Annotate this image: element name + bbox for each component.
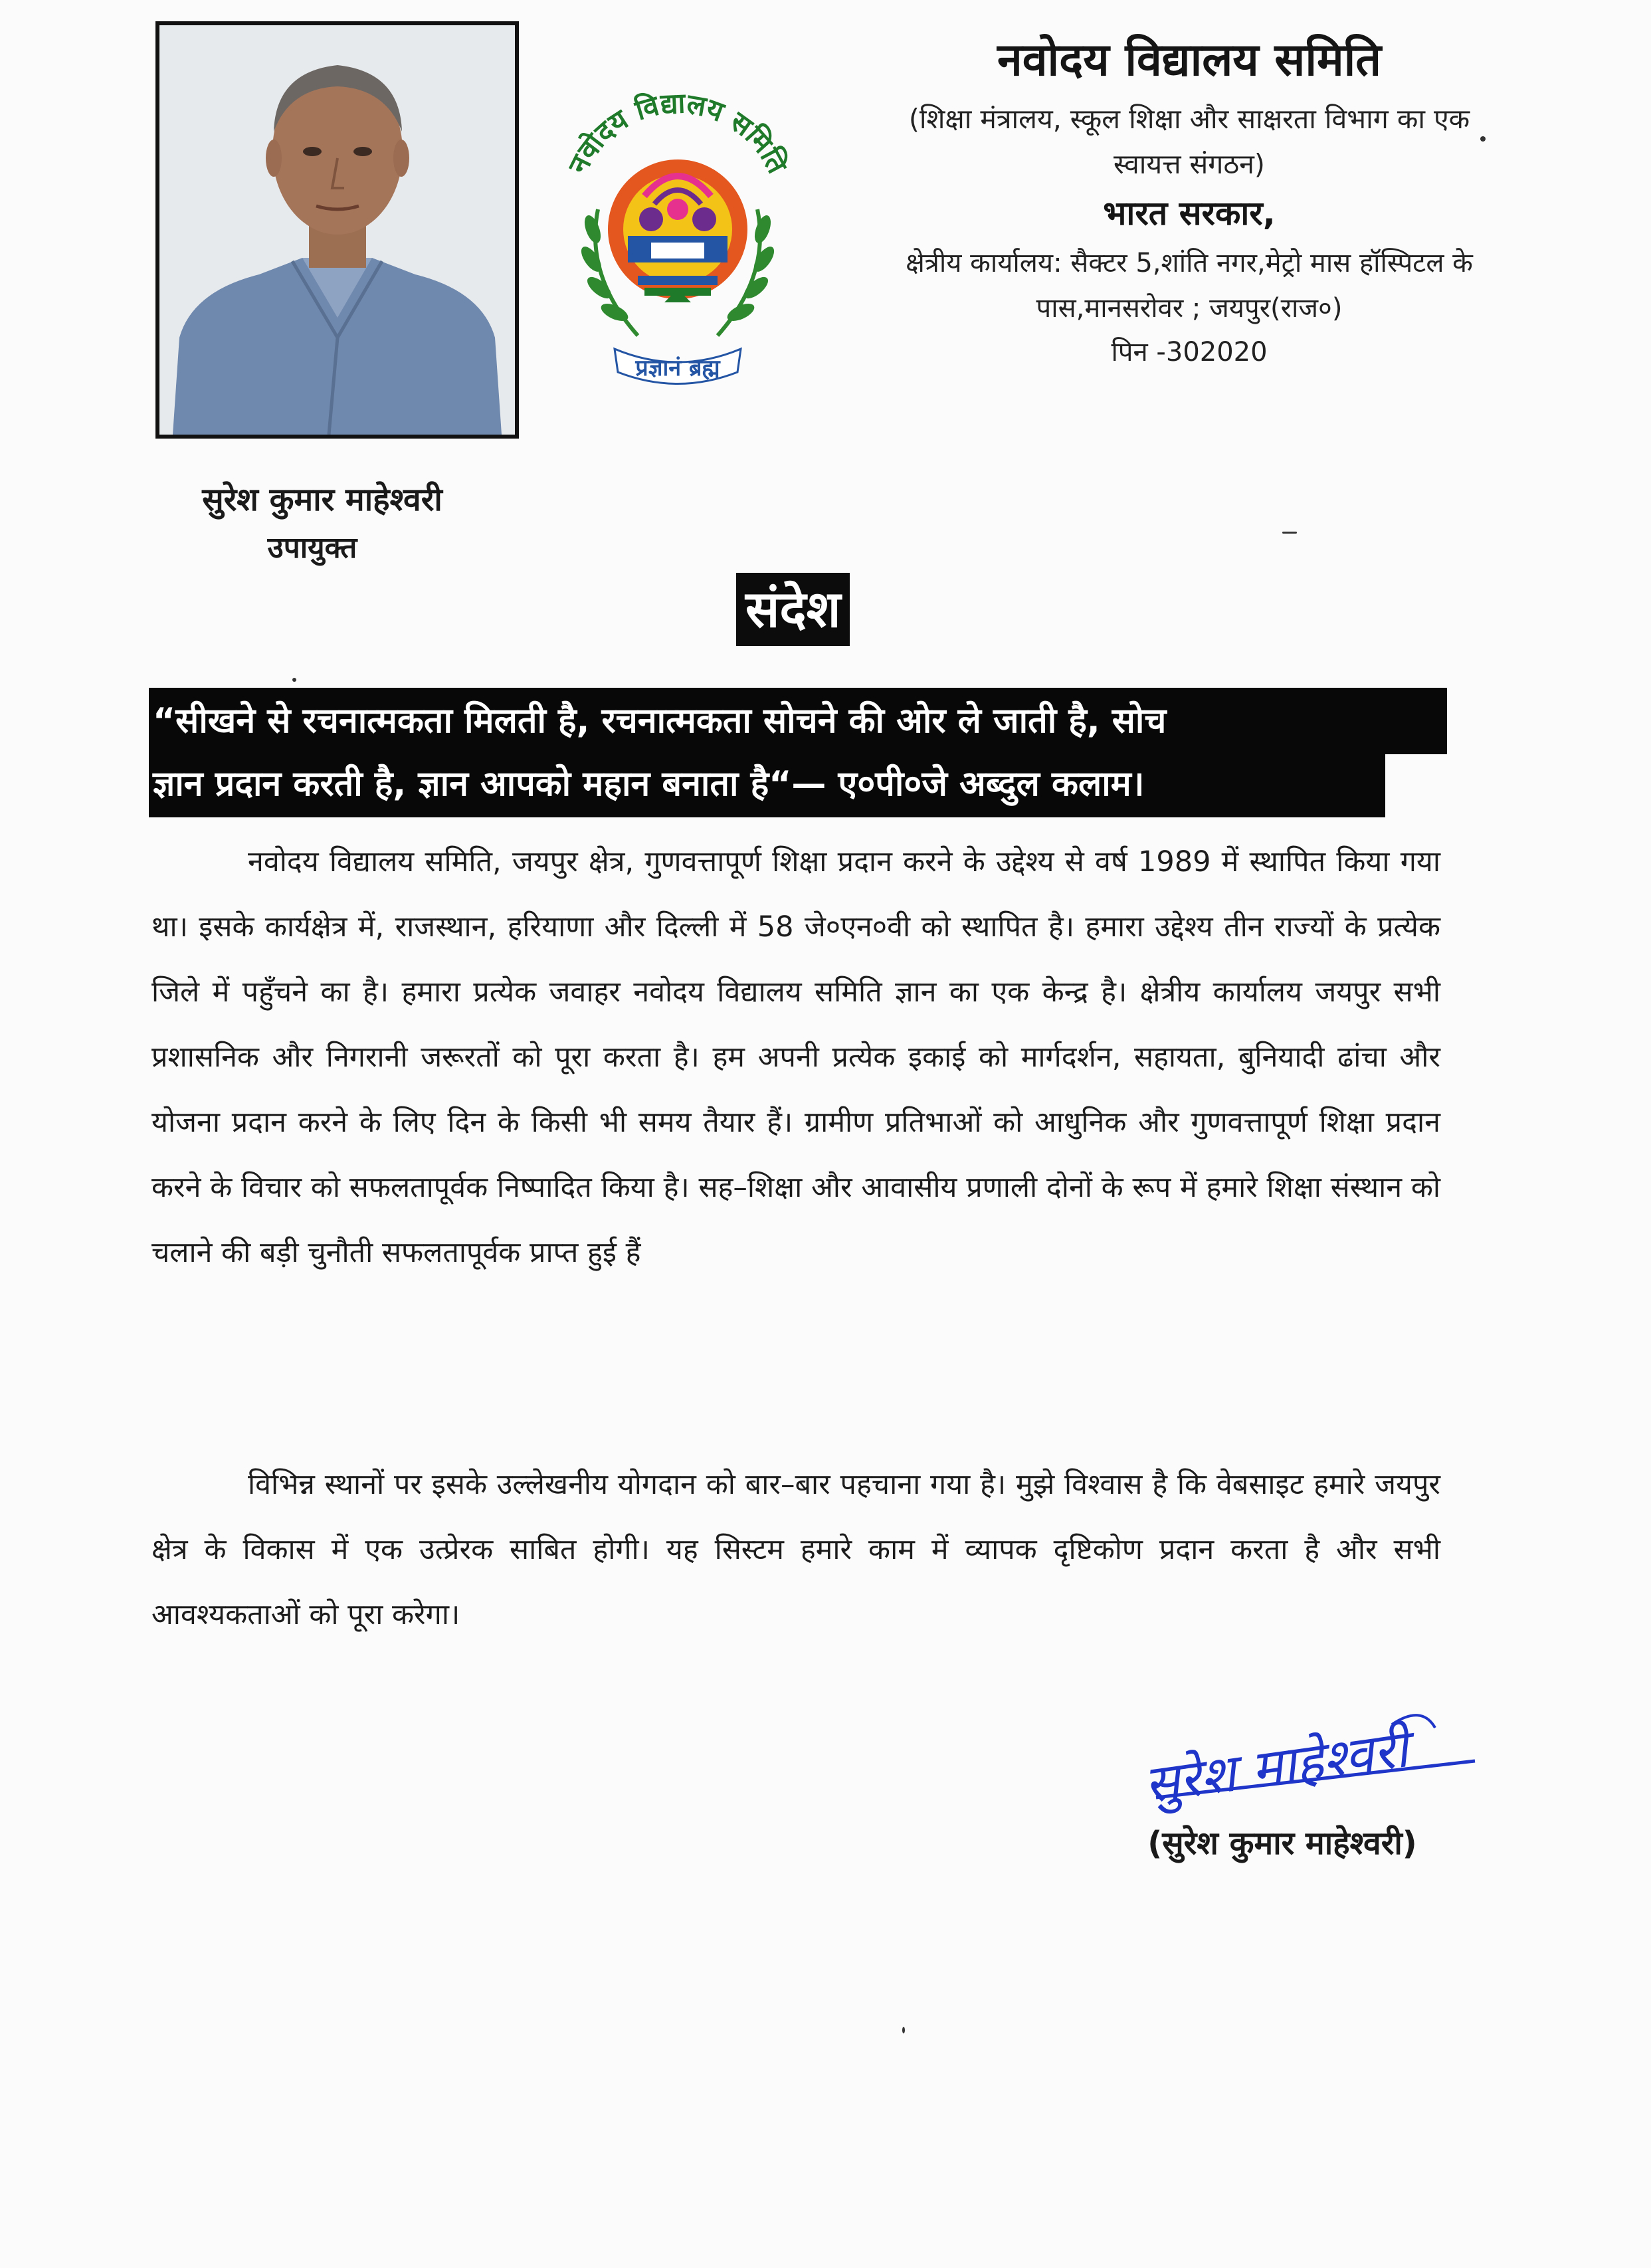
officer-name: सुरेश कुमार माहेश्वरी bbox=[202, 481, 442, 518]
scan-speck bbox=[902, 2027, 905, 2033]
message-heading: संदेश bbox=[736, 573, 850, 646]
org-subtitle-line-1: (शिक्षा मंत्रालय, स्कूल शिक्षा और साक्षरता विभाग का एक bbox=[908, 103, 1470, 135]
address-line-2: पास,मानसरोवर ; जयपुर(राज०) bbox=[1036, 293, 1343, 324]
government-label: भारत सरकार, bbox=[1103, 194, 1276, 233]
logo-motto: प्रज्ञानं ब्रह्म bbox=[635, 355, 720, 381]
org-subtitle-line-2: स्वायत्त संगठन) bbox=[1114, 148, 1265, 180]
pin-code: पिन -302020 bbox=[1111, 337, 1268, 367]
officer-designation: उपायुक्त bbox=[267, 531, 357, 565]
message-paragraph-2: विभिन्न स्थानों पर इसके उल्लेखनीय योगदान को बार–बार पहचाना गया है। मुझे विश्वास है कि वेबसाइट हमारे जयपुर क्षेत्र के विकास में एक उत्प्रेरक साबित होगी। यह सिस्टम हमारे काम में व्यापक दृष्टिकोण प्रदान करता है और सभी आवश्यकताओं को पूरा करेगा। bbox=[151, 1468, 1440, 1631]
handwritten-signature bbox=[1129, 1681, 1488, 1834]
quote-line-1: “सीखने से रचनात्मकता मिलती है, रचनात्मकता सोचने की ओर ले जाती है, सोच bbox=[149, 688, 1447, 754]
quote-line-2: ज्ञान प्रदान करती है, ज्ञान आपको महान बनाता है“— ए०पी०जे अब्दुल कलाम। bbox=[149, 751, 1385, 817]
org-name: नवोदय विद्यालय समिति bbox=[997, 34, 1382, 86]
officer-portrait-image bbox=[159, 25, 515, 435]
signatory-name: (सुरेश कुमार माहेश्वरी) bbox=[1147, 1825, 1417, 1862]
officer-photo bbox=[155, 21, 519, 439]
scan-speck bbox=[1282, 532, 1297, 534]
logo-arc-text: नवोदय विद्यालय समिति bbox=[561, 86, 794, 179]
scan-speck bbox=[1480, 136, 1486, 142]
signature-script: सुरेश माहेश्वरी bbox=[1140, 1719, 1412, 1815]
navodaya-logo bbox=[551, 76, 804, 392]
message-paragraph-1: नवोदय विद्यालय समिति, जयपुर क्षेत्र, गुणवत्तापूर्ण शिक्षा प्रदान करने के उद्देश्य से वर्ष 1989 में स्थापित किया गया था। इसके कार्यक्षेत्र में, राजस्थान, हरियाणा और दिल्ली में 58 जे०एन०वी को स्थापित है। हमारा उद्देश्य तीन राज्यों के प्रत्येक जिले में पहुँचने का है। हमारा प्रत्येक जवाहर नवोदय विद्यालय समिति ज्ञान का एक केन्द्र है। क्षेत्रीय कार्यालय जयपुर सभी प्रशासनिक और निगरानी जरूरतों को पूरा करता है। हम अपनी प्रत्येक इकाई को मार्गदर्शन, सहायता, बुनियादी ढांचा और योजना प्रदान करने के लिए दिन के किसी भी समय तैयार हैं। ग्रामीण प्रतिभाओं को आधुनिक और गुणवत्तापूर्ण शिक्षा प्रदान करने के विचार को सफलतापूर्वक निष्पादित किया है। सह–शिक्षा और आवासीय प्रणाली दोनों के रूप में हमारे शिक्षा संस्थान को चलाने की बड़ी चुनौती सफलतापूर्वक प्राप्त हुई हैं bbox=[151, 845, 1440, 1269]
address-line-1: क्षेत्रीय कार्यालय: सैक्टर 5,शांति नगर,मेट्रो मास हॉस्पिटल के bbox=[906, 248, 1473, 278]
scan-speck bbox=[292, 678, 296, 682]
